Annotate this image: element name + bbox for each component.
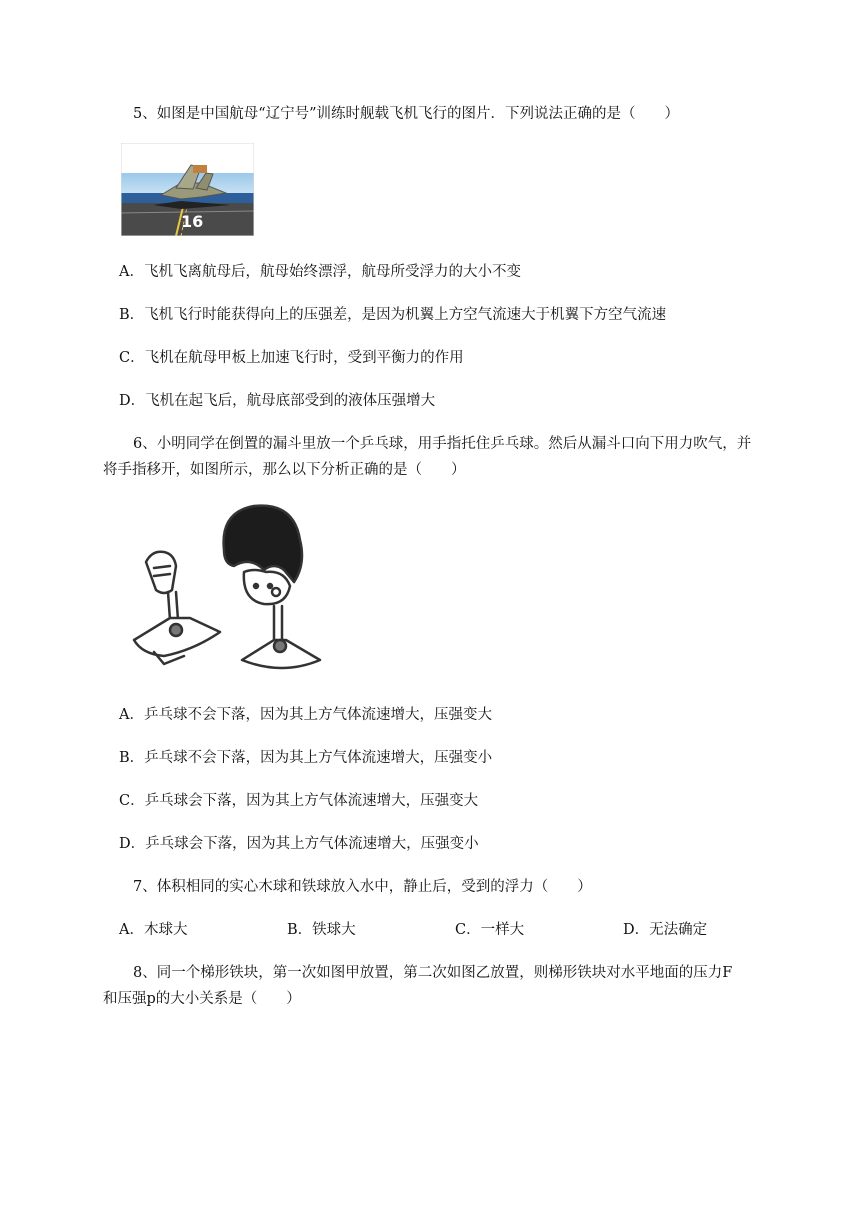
question-8-stem-line-2: 和压强p的大小关系是（ ） [103,991,301,1007]
funnel-ping-pong-figure [124,500,322,682]
question-8-stem-line-1: 8、同一个梯形铁块，第一次如图甲放置，第二次如图乙放置，则梯形铁块对水平地面的压力F [133,965,733,981]
question-7-stem: 7、体积相同的实心木球和铁球放入水中，静止后，受到的浮力（ ） [133,879,592,895]
hull-number: 16 [181,212,204,231]
question-5-stem: 5、如图是中国航母“辽宁号”训练时舰载飞机飞行的图片．下列说法正确的是（ ） [133,106,680,122]
question-5-option-c: C．飞机在航母甲板上加速飞行时，受到平衡力的作用 [119,350,464,366]
question-6-option-a: A．乒乓球不会下落，因为其上方气体流速增大，压强变大 [119,707,492,723]
question-7-option-c: C．一样大 [455,922,525,938]
question-6-stem-line-1: 6、小明同学在倒置的漏斗里放一个乒乓球，用手指托住乒乓球。然后从漏斗口向下用力吹气，并 [133,436,752,452]
question-5-option-a: A．飞机飞离航母后，航母始终漂浮，航母所受浮力的大小不变 [119,264,521,280]
question-7-option-b: B．铁球大 [287,922,356,938]
question-6-stem-line-2: 将手指移开，如图所示，那么以下分析正确的是（ ） [103,462,466,478]
question-6-option-d: D．乒乓球会下落，因为其上方气体流速增大，压强变小 [119,836,479,852]
question-7-option-a: A．木球大 [119,922,188,938]
question-6-option-b: B．乒乓球不会下落，因为其上方气体流速增大，压强变小 [119,750,493,766]
carrier-jet-photo [121,143,254,236]
question-6-option-c: C．乒乓球会下落，因为其上方气体流速增大，压强变大 [119,793,479,809]
question-7-option-d: D．无法确定 [623,922,708,938]
question-5-option-d: D．飞机在起飞后，航母底部受到的液体压强增大 [119,393,436,409]
question-5-option-b: B．飞机飞行时能获得向上的压强差，是因为机翼上方空气流速大于机翼下方空气流速 [119,307,667,323]
